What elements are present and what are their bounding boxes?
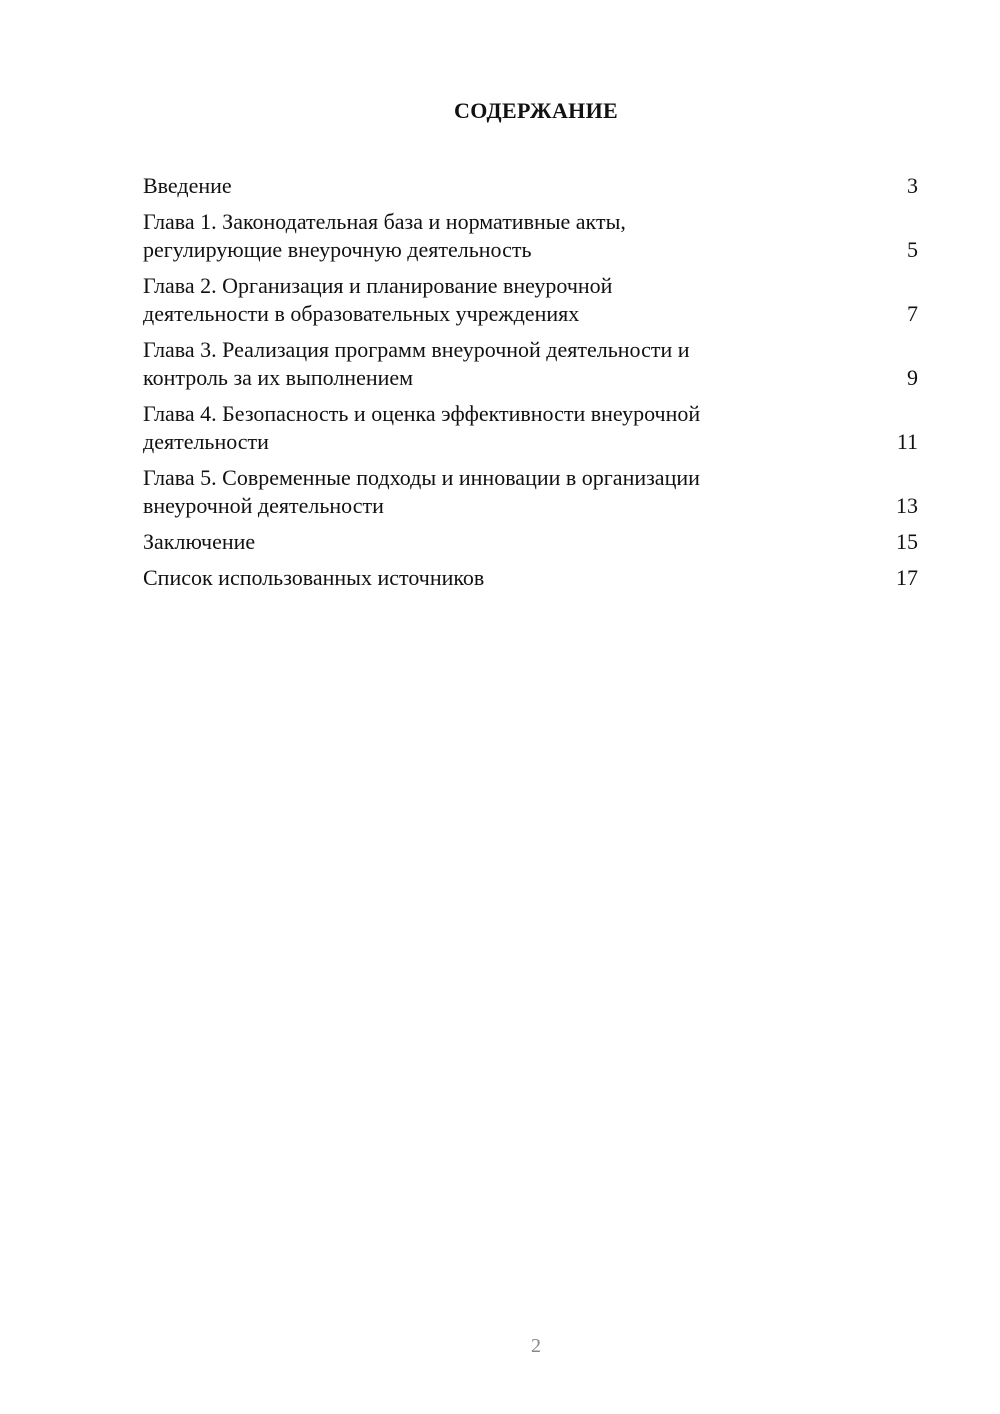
toc-entry-text: Глава 2. Организация и планирование внеурочной деятельности в образовательных учреждениях — [143, 273, 613, 326]
toc-entry-conclusion — [143, 528, 918, 556]
toc-entry-page: 15 — [896, 529, 918, 554]
toc-entry-text: Глава 5. Современные подходы и инновации в организации внеурочной деятельности — [143, 465, 700, 518]
toc-entry-text: Глава 1. Законодательная база и нормативные акты, регулирующие внеурочную деятельность — [143, 209, 626, 262]
toc-entry-references — [143, 564, 918, 592]
toc-entry-chapter-3 — [143, 336, 918, 392]
table-of-contents — [143, 172, 918, 600]
toc-entry-page: 3 — [907, 173, 918, 198]
toc-entry-page: 17 — [896, 565, 918, 590]
toc-entry-introduction — [143, 172, 918, 200]
toc-entry-chapter-4 — [143, 400, 918, 456]
toc-entry-text: Заключение — [143, 529, 256, 554]
toc-entry-page: 9 — [907, 365, 918, 390]
page-number: 2 — [531, 1335, 541, 1357]
toc-entry-text: Введение — [143, 173, 232, 198]
toc-entry-page: 7 — [907, 301, 918, 326]
page-title: СОДЕРЖАНИЕ — [454, 98, 618, 123]
toc-entry-text: Глава 3. Реализация программ внеурочной деятельности и контроль за их выполнением — [143, 337, 690, 390]
toc-entry-page: 11 — [896, 429, 918, 454]
toc-entry-page: 13 — [896, 493, 918, 518]
toc-entry-page: 5 — [907, 237, 918, 262]
toc-entry-chapter-1 — [143, 208, 918, 264]
toc-entry-chapter-2 — [143, 272, 918, 328]
toc-entry-text: Список использованных источников — [143, 565, 485, 590]
toc-entry-text: Глава 4. Безопасность и оценка эффективности внеурочной деятельности — [143, 401, 701, 454]
toc-entry-chapter-5 — [143, 464, 918, 520]
